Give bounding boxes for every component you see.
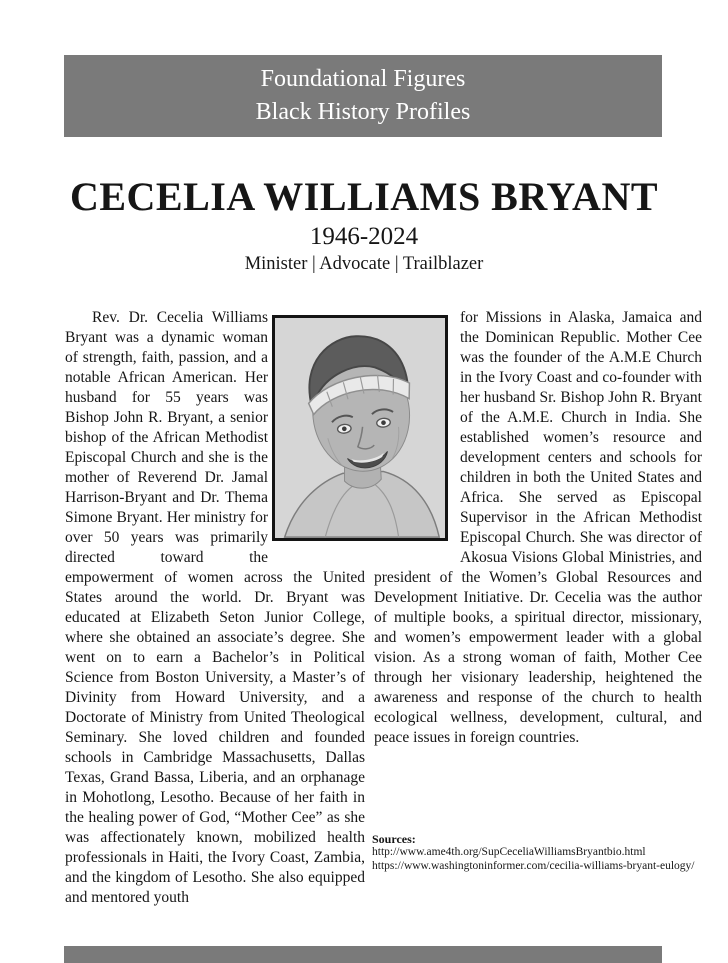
source-url-1: http://www.ame4th.org/SupCeceliaWilliamsBryantbio.html [372, 846, 646, 858]
body-paragraph-left: Rev. Dr. Cecelia Williams Bryant was a dynamic woman of strength, faith, passion, and a notable African American. Her husband for 55 years was Bishop John R. Bryant, a senior bishop of the African Methodist Episcopal Church and she is the mother of Reverend Dr. Jamal Harrison-Bryant and Dr. Thema Simone Bryant. Her ministry for over 50 years was primarily directed toward the empowerment of women across the United States around the world. Dr. Bryant was educated at Elizabeth Seton Junior College, where she obtained an associate’s degree. She went on to earn a Bachelor’s in Political Science from Boston University, a Master’s of Divinity from Howard University, and a Doctorate of Ministry from United Theological Seminary. She loved children and founded schools in Cambridge Massachusetts, Dallas Texas, Grand Bassa, Liberia, and an orphanage in Mohotlong, Lesotho. Because of her faith in the healing power of God, “Mother Cee” as she was affectionately known, mobilized health professionals in Haiti, the Ivory Coast, Zambia, and the kingdom of Lesotho. She also equipped and mentored youth [65, 309, 365, 906]
life-years: 1946-2024 [309, 223, 419, 250]
banner-line-1: Foundational Figures [260, 66, 466, 92]
source-url-2: https://www.washingtoninformer.com/cecilia-williams-bryant-eulogy/ [372, 859, 695, 872]
sources-block [372, 832, 702, 873]
body-paragraph-right: for Missions in Alaska, Jamaica and the Dominican Republic. Mother Cee was the founder of the A.M.E Church in the Ivory Coast and co-founder with her husband Sr. Bishop John R. Bryant of the A.M.E. Church in India. She established women’s resource and development centers and schools for children in both the United States and Africa. She served as Episcopal Supervisor in the African Methodist Episcopal Church. She was director of Akosua Visions Global Ministries, and president of the Women’s Global Resources and Development Initiative. Dr. Cecelia was the author of multiple books, a spiritual director, missionary, and women’s empowerment leader with a global vision. As a strong woman of faith, Mother Cee through her visionary leadership, heightened the awareness and response of the church to health ecological wellness, development, cultural, and peace issues in foreign countries. [374, 309, 702, 746]
banner-line-2: Black History Profiles [255, 99, 471, 125]
portrait-figure [272, 315, 448, 541]
footer-bar [64, 946, 662, 963]
portrait-image [275, 318, 445, 538]
sources-label: Sources: [372, 832, 416, 846]
tagline: Minister | Advocate | Trailblazer [244, 254, 484, 274]
header-banner [64, 55, 662, 137]
page-title: CECELIA WILLIAMS BRYANT [69, 174, 659, 219]
